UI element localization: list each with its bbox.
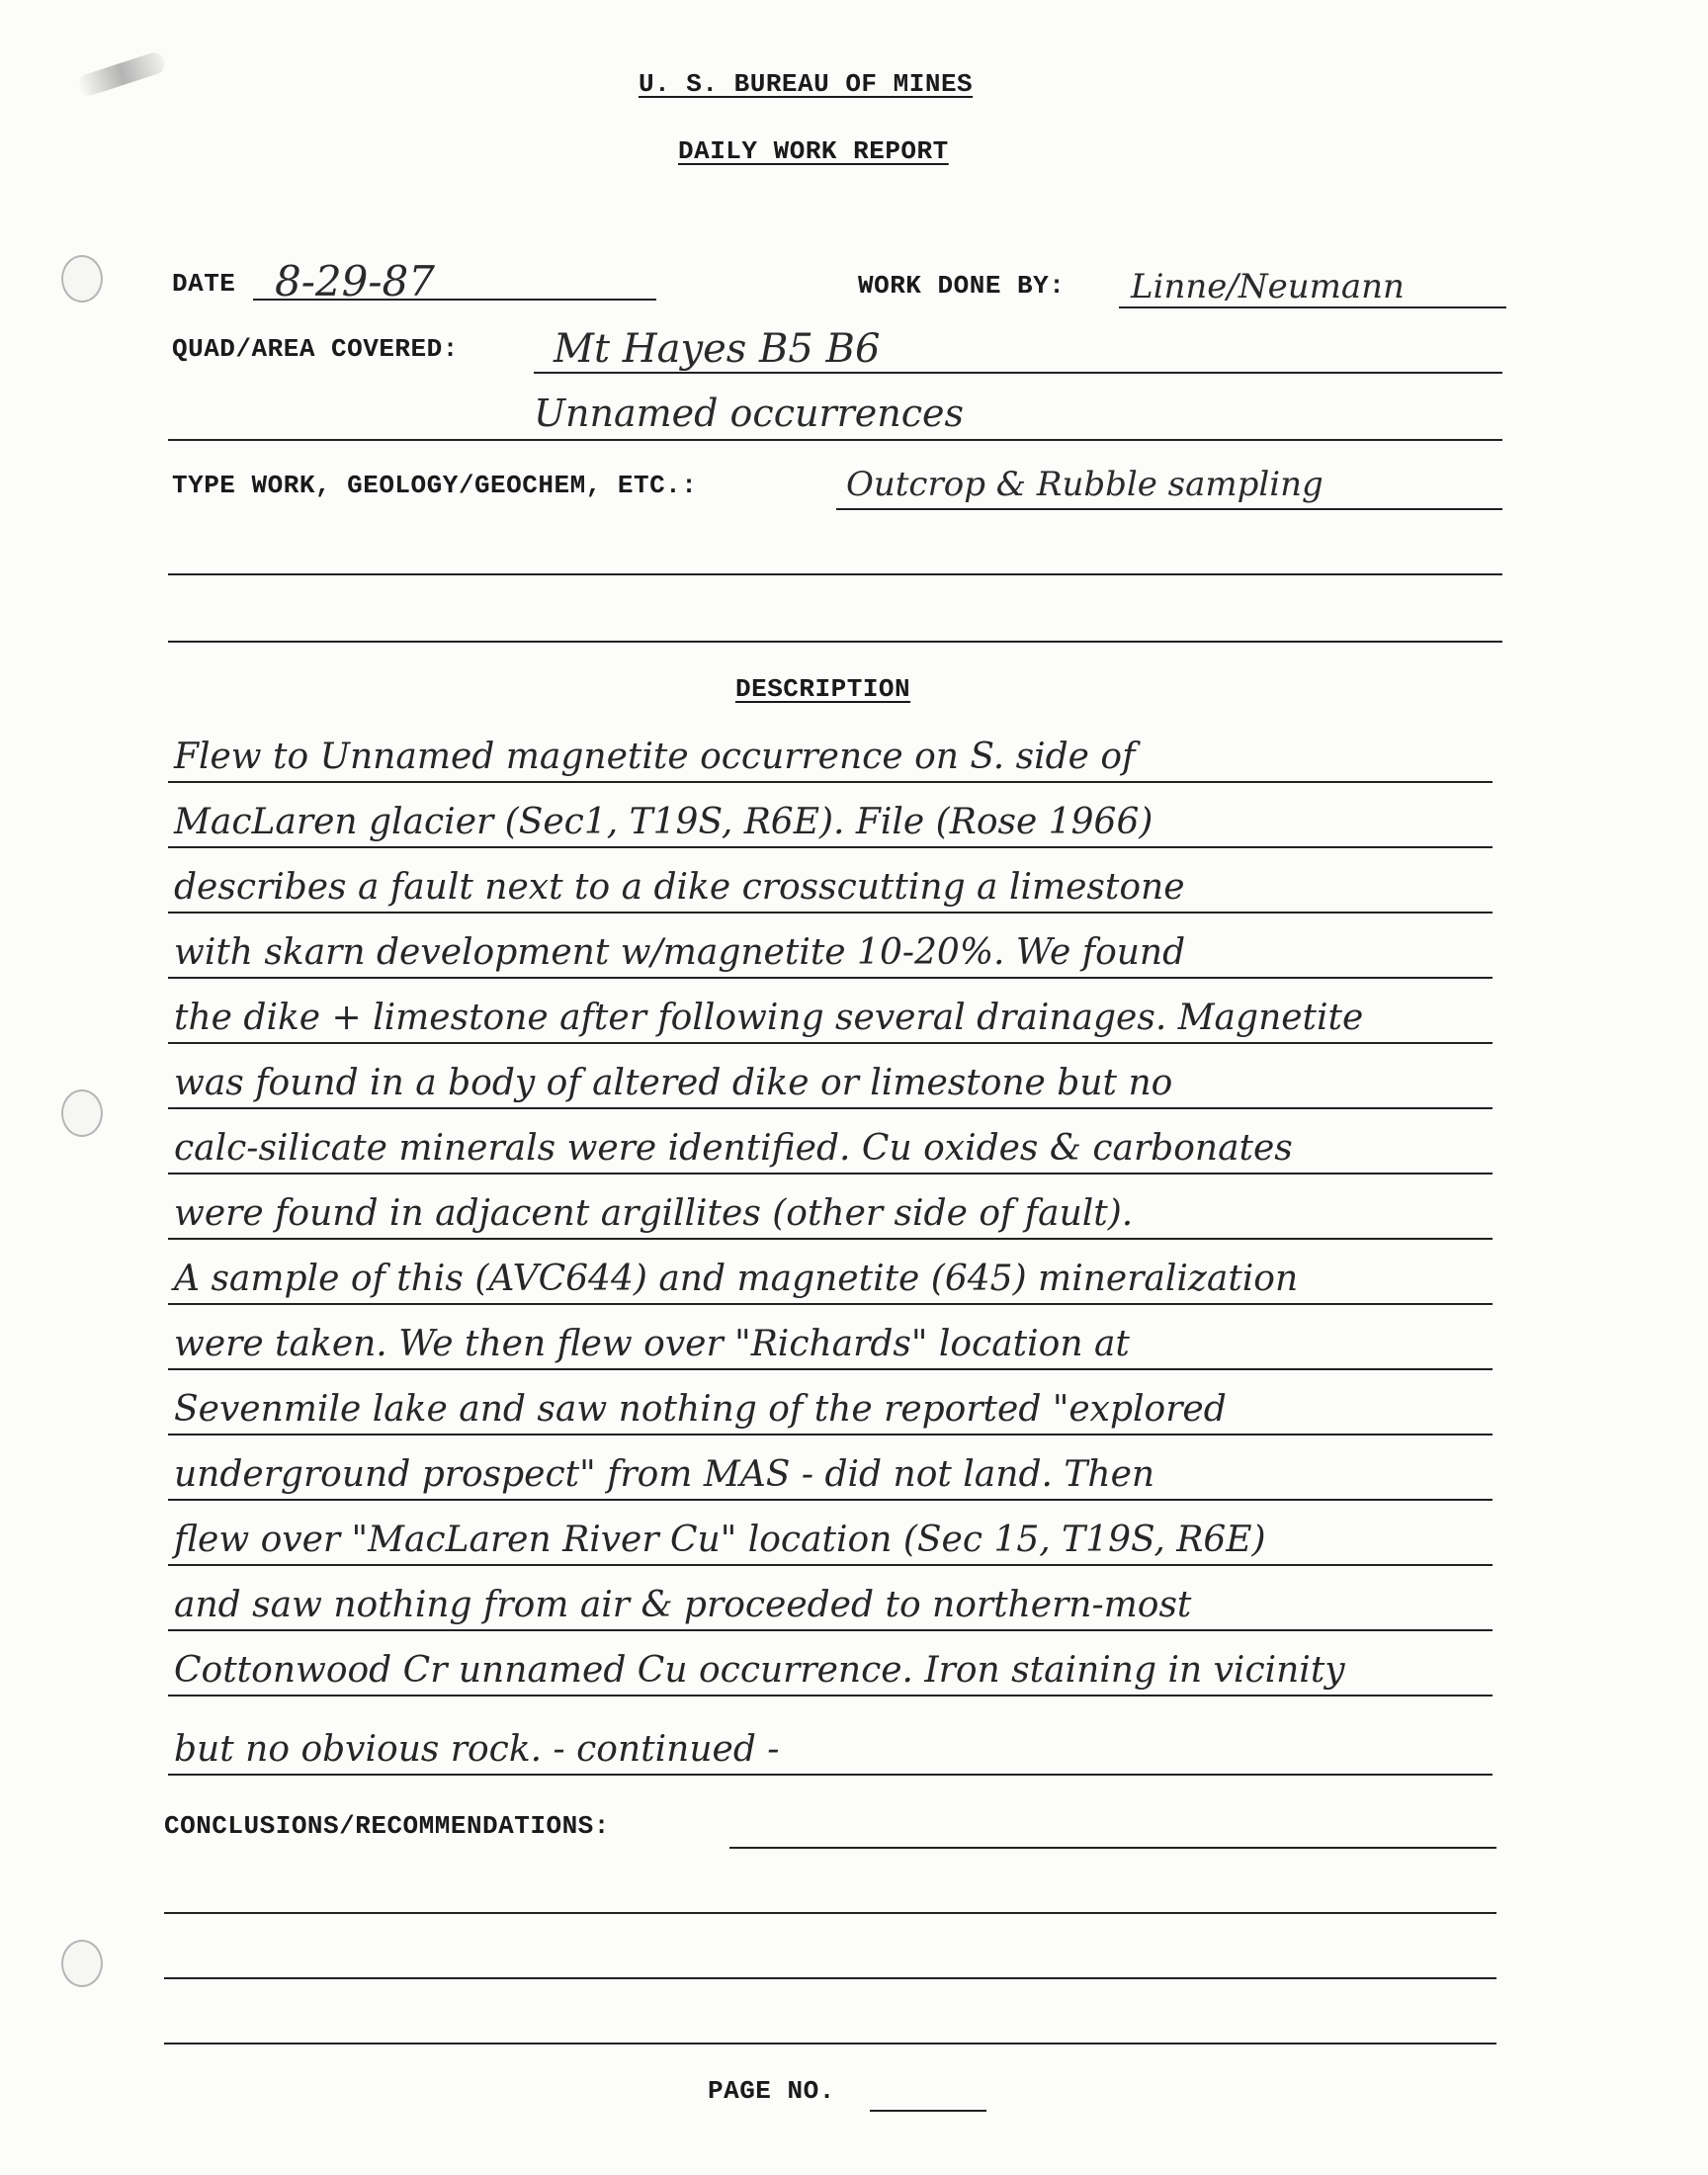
description-line: Sevenmile lake and saw nothing of the reported "explored [168, 1380, 1493, 1436]
description-line: flew over "MacLaren River Cu" location (Sec 15, T19S, R6E) [168, 1511, 1493, 1566]
conclusions-line-4 [164, 2043, 1496, 2044]
description-line: the dike + limestone after following several drainages. Magnetite [168, 989, 1493, 1044]
date-label: DATE [172, 269, 236, 299]
page-number-line [870, 2110, 986, 2112]
type-work-line-3 [168, 641, 1502, 643]
scan-smudge [76, 50, 167, 99]
quad-area-value-1: Mt Hayes B5 B6 [554, 326, 881, 372]
conclusions-line-3 [164, 1977, 1496, 1979]
date-value: 8-29-87 [275, 257, 435, 305]
description-line: MacLaren glacier (Sec1, T19S, R6E). File (Rose 1966) [168, 793, 1493, 848]
conclusions-line-2 [164, 1912, 1496, 1914]
conclusions-label: CONCLUSIONS/RECOMMENDATIONS: [164, 1811, 610, 1841]
description-line: A sample of this (AVC644) and magnetite (645) mineralization [168, 1250, 1493, 1305]
description-line: with skarn development w/magnetite 10-20%. We found [168, 923, 1493, 979]
description-line: Flew to Unnamed magnetite occurrence on S. side of [168, 728, 1493, 783]
description-line: were found in adjacent argillites (other side of fault). [168, 1184, 1493, 1240]
description-heading: DESCRIPTION [735, 674, 911, 704]
form-title: DAILY WORK REPORT [678, 136, 949, 166]
type-work-value: Outcrop & Rubble sampling [846, 465, 1324, 504]
quad-area-line-2 [168, 439, 1502, 441]
description-line: were taken. We then flew over "Richards" location at [168, 1315, 1493, 1370]
punch-hole-middle [61, 1089, 103, 1137]
type-work-line-1 [836, 508, 1502, 510]
description-line: but no obvious rock. - continued - [168, 1720, 1493, 1776]
work-done-by-value: Linne/Neumann [1131, 267, 1405, 306]
quad-area-label: QUAD/AREA COVERED: [172, 334, 459, 364]
description-line: underground prospect" from MAS - did not land. Then [168, 1445, 1493, 1501]
agency-title: U. S. BUREAU OF MINES [639, 69, 974, 99]
description-line: describes a fault next to a dike crosscutting a limestone [168, 858, 1493, 914]
work-done-by-line [1119, 306, 1506, 308]
page-number-label: PAGE NO. [708, 2076, 835, 2106]
work-done-by-label: WORK DONE BY: [858, 271, 1066, 301]
description-line: calc-silicate minerals were identified. Cu oxides & carbonates [168, 1119, 1493, 1174]
description-line: was found in a body of altered dike or limestone but no [168, 1054, 1493, 1109]
description-line: and saw nothing from air & proceeded to northern-most [168, 1576, 1493, 1631]
quad-area-line-1 [534, 372, 1502, 374]
quad-area-value-2: Unnamed occurrences [534, 392, 965, 435]
punch-hole-bottom [61, 1940, 103, 1987]
description-line: Cottonwood Cr unnamed Cu occurrence. Iron staining in vicinity [168, 1641, 1493, 1696]
type-work-line-2 [168, 573, 1502, 575]
punch-hole-top [61, 255, 103, 303]
type-work-label: TYPE WORK, GEOLOGY/GEOCHEM, ETC.: [172, 471, 698, 500]
conclusions-line-1 [729, 1847, 1496, 1849]
